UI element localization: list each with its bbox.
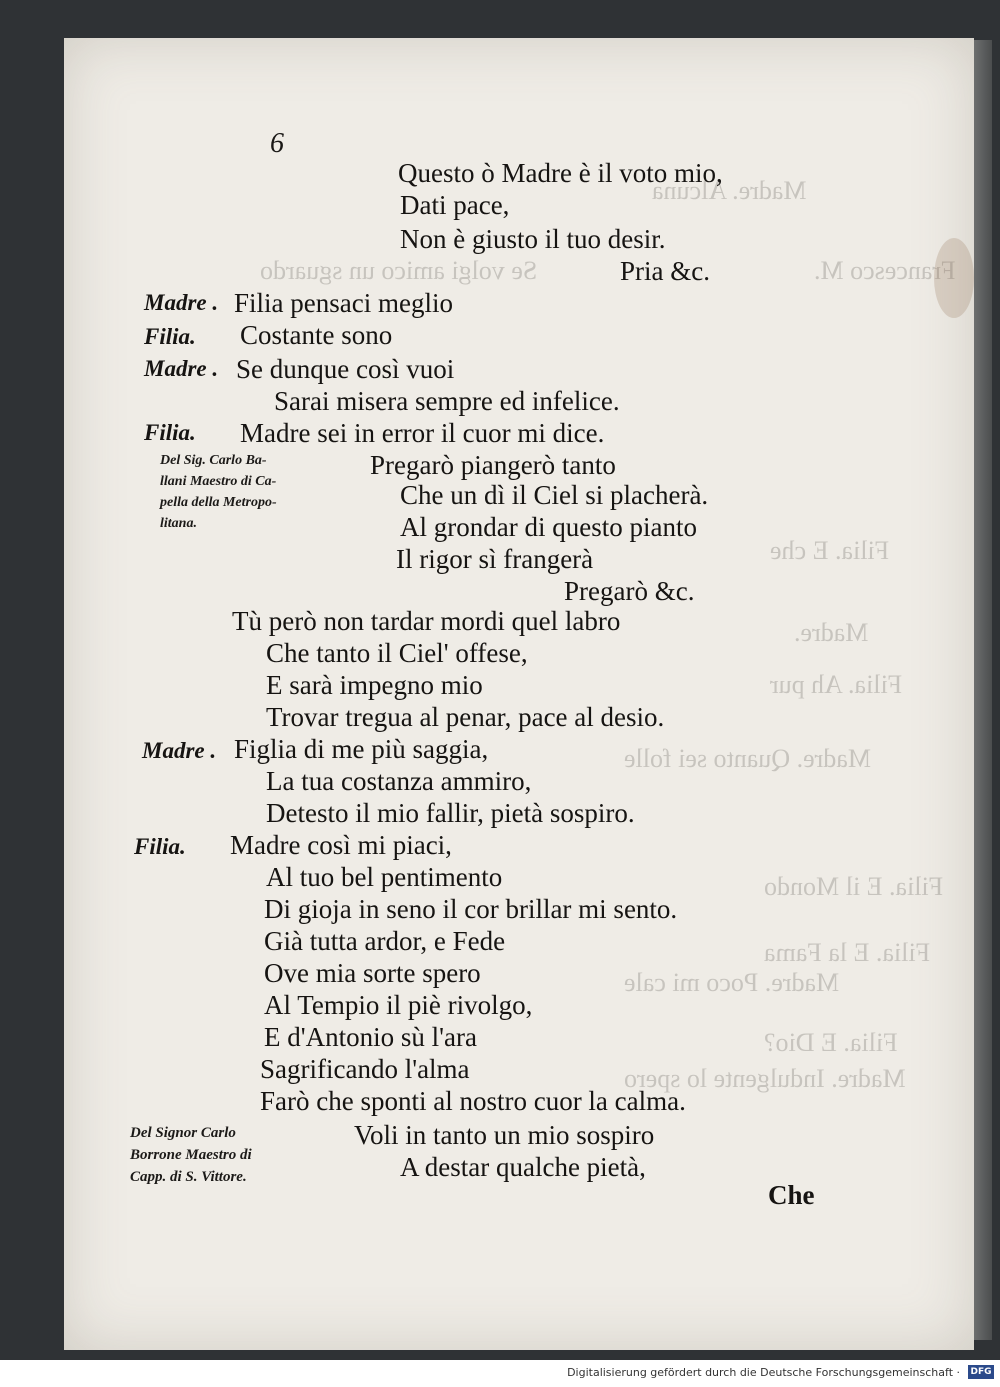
bleed-through: Madre. Poco mi cale [624,968,840,997]
page-number: 6 [270,128,284,159]
verse-line: Al Tempio il piè rivolgo, [264,990,533,1020]
bleed-through: Madre. Indulgente lo spero [624,1064,906,1093]
verse-line: Sarai misera sempre ed infelice. [274,386,620,416]
bleed-through: Se volgi amico un sguardo [260,256,538,285]
verse-line: Farò che sponti al nostro cuor la calma. [260,1086,686,1116]
dfg-logo-icon: DFG [968,1365,994,1379]
verse-line: Trovar tregua al penar, pace al desio. [266,702,665,732]
verse-line: Pregarò &c. [564,576,695,606]
bleed-through: Francesco M. [814,256,956,285]
verse-line: Dati pace, [400,190,510,220]
speaker-label: Madre . [144,290,219,315]
verse-line: Questo ò Madre è il voto mio, [398,158,723,188]
verse-line: Costante sono [240,320,393,350]
verse-line: Filia pensaci meglio [234,288,453,318]
verse-line: A destar qualche pietà, [400,1152,646,1182]
catchword: Che [768,1180,815,1210]
bleed-through: Madre. Quanto sei folle [624,744,871,773]
marginal-note-composer: Del Signor Carlo Borrone Maestro di Capp. di S. Vittore. [130,1125,252,1185]
verse-line: Figlia di me più saggia, [234,734,489,764]
verse-line: Che un dì il Ciel si placherà. [400,480,709,510]
verse-line: Ove mia sorte spero [264,958,481,988]
speaker-label: Filia. [144,420,196,445]
verse-line: Non è giusto il tuo desir. [400,224,666,254]
verse-line: Pregarò piangerò tanto [370,450,616,480]
verse-line: Il rigor sì frangerà [396,544,594,574]
verse-line: Madre così mi piaci, [230,830,452,860]
bleed-through: Filia. E che [770,536,890,565]
verse-line: Voli in tanto un mio sospiro [354,1120,655,1150]
bleed-through: Madre. Alcuna [652,176,807,205]
bleed-through: Filia. E il Mondo [764,872,944,901]
verse-line: Che tanto il Ciel' offese, [266,638,528,668]
speaker-label: Madre . [142,738,217,763]
verse-line: Tù però non tardar mordi quel labro [232,606,621,636]
speaker-label: Madre . [144,356,219,381]
bleed-through: Madre. [794,618,869,647]
digitization-footer [0,1360,1000,1387]
verse-line: Di gioja in seno il cor brillar mi sento. [264,894,678,924]
verse-line: E sarà impegno mio [266,670,483,700]
verse-line: Al grondar di questo pianto [400,512,697,542]
verse-line: E d'Antonio sù l'ara [264,1022,477,1052]
bleed-through: Filia. E la Fama [764,938,931,967]
marginal-note-composer: Del Sig. Carlo Ba- llani Maestro di Ca- pella della Metropo- litana. [160,453,277,531]
book-page [64,38,974,1350]
bleed-through: Filia. Ah pur [770,670,903,699]
bleed-through: Filia. E Dio? [764,1028,898,1057]
verse-line: Pria &c. [620,256,710,286]
verse-line: Sagrificando l'alma [260,1054,470,1084]
verse-line: Già tutta ardor, e Fede [264,926,506,956]
verse-line: Se dunque così vuoi [236,354,455,384]
funding-notice: Digitalisierung gefördert durch die Deutsche Forschungsgemeinschaft · [567,1366,960,1379]
verse-line: Al tuo bel pentimento [266,862,503,892]
verse-line: Detesto il mio fallir, pietà sospiro. [266,798,635,828]
speaker-label: Filia. [134,834,186,859]
verse-line: Madre sei in error il cuor mi dice. [240,418,605,448]
page-stain [934,238,974,318]
speaker-label: Filia. [144,324,196,349]
verse-line: La tua costanza ammiro, [266,766,532,796]
